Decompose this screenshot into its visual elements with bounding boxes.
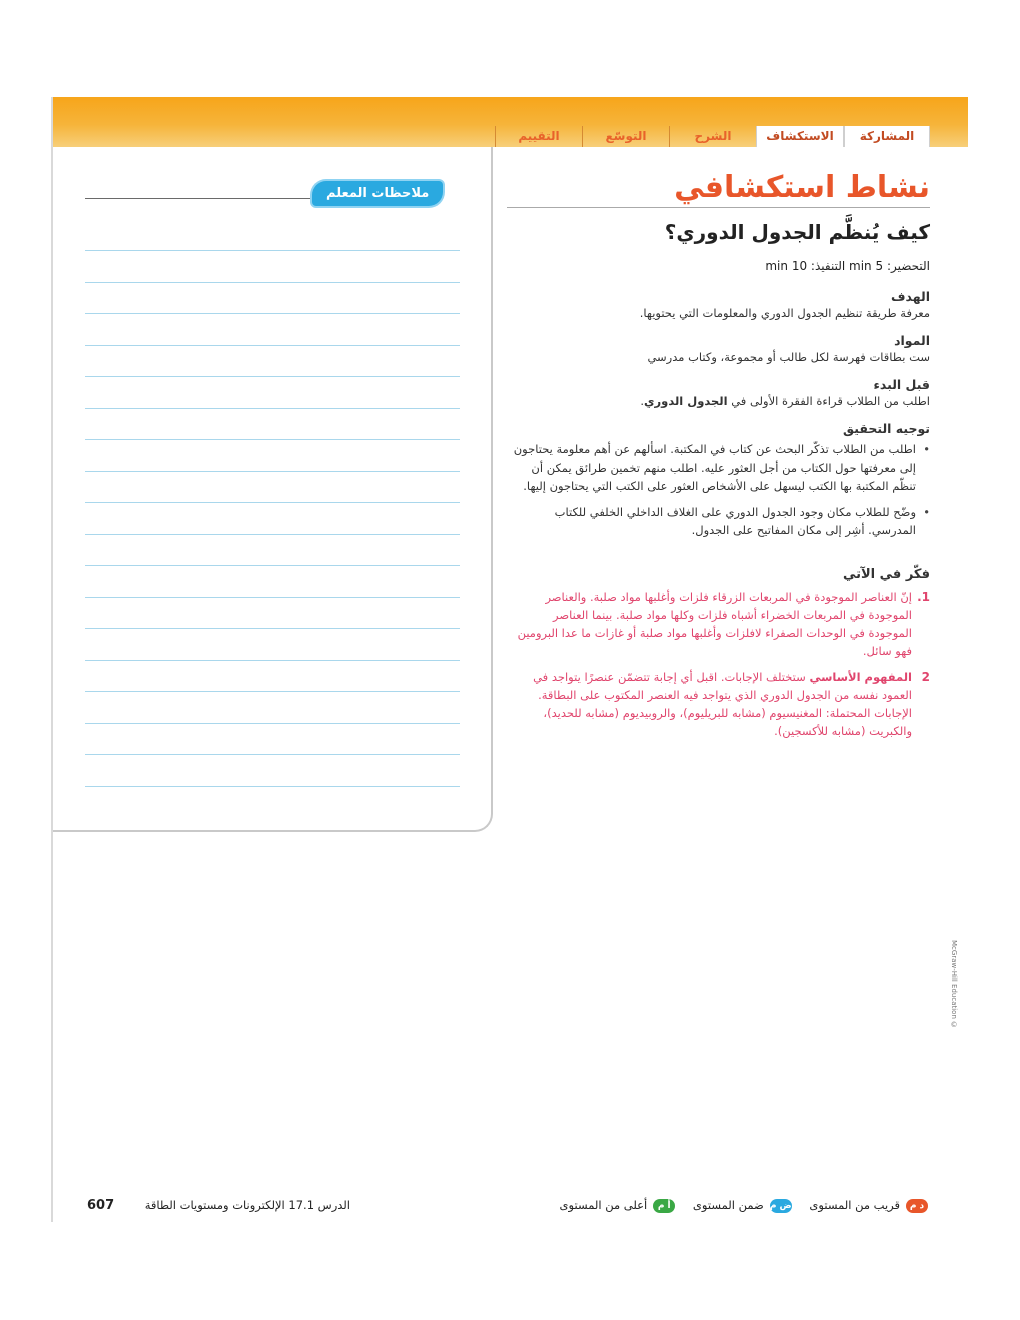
notes-ruled-line xyxy=(85,408,460,409)
notes-top-rule xyxy=(85,198,313,199)
activity-title: نشاط استكشافي xyxy=(674,170,930,205)
notes-ruled-line xyxy=(85,313,460,314)
notes-ruled-line xyxy=(85,282,460,283)
level-label: أعلى من المستوى xyxy=(559,1198,648,1213)
answer-1 xyxy=(510,588,930,660)
before-heading: قبل البدء xyxy=(873,377,930,392)
level-badge: أ م xyxy=(653,1199,675,1213)
answer-2-number: 2 xyxy=(921,670,930,684)
materials-heading: المواد xyxy=(894,333,930,348)
notes-ruled-line xyxy=(85,691,460,692)
inquiry-list xyxy=(510,440,930,540)
tab-engage[interactable]: المشاركة xyxy=(844,126,930,147)
activity-timing: التحضير: 5 min التنفيذ: 10 min xyxy=(765,259,930,273)
goal-heading: الهدف xyxy=(891,289,930,304)
answer-2-text: ستختلف الإجابات. اقبل أي إجابة تتضمّن عنصرًا يتواجد في العمود نفسه من الجدول الدوري الذي يتواجد فيه العنصر المكتوب على البطاقة. الإجابات المحتملة: المغنيسيوم (مشابه للبريليوم)، والروبيديوم (مشابه للحديد)، والكبريت (مشابه للأكسجين). xyxy=(533,670,912,738)
activity-question: كيف يُنظَّم الجدول الدوري؟ xyxy=(664,220,930,244)
level-legend xyxy=(528,1198,928,1218)
inquiry-bullet: • اطلب من الطلاب تذكّر البحث عن كتاب في المكتبة. اسألهم عن أهم معلومة يحتاجون إلى معرفتها حول الكتاب من أجل العثور عليه. اطلب منهم تخمين طرائق يمكن أن تنظّم المكتبة بها الكتب ليسهل على الأشخاص العثور على الكتب التي يحتاجون إليها. xyxy=(510,440,916,496)
before-text-bold: الجدول الدوري xyxy=(644,394,728,408)
before-text-start: اطلب من الطلاب قراءة الفقرة الأولى في xyxy=(727,394,930,408)
level-on xyxy=(693,1198,792,1213)
notes-ruled-line xyxy=(85,534,460,535)
title-rule xyxy=(507,207,930,208)
answer-2 xyxy=(510,668,930,740)
before-section xyxy=(510,377,930,411)
teacher-notes-label: ملاحظات المعلم xyxy=(312,181,443,206)
answer-1-text: إنّ العناصر الموجودة في المربعات الزرقاء فلزات وأغلبها مواد صلبة. والعناصر الموجودة في المربعات الخضراء أشباه فلزات وكلها مواد صلبة. بينما العناصر الموجودة في الوحدات الصفراء لافلزات وأغلبها مواد صلبة أو غازات ما عدا البرومين فهو سائل. xyxy=(517,590,912,658)
materials-section xyxy=(510,333,930,367)
notes-ruled-line xyxy=(85,471,460,472)
page-number: 607 xyxy=(87,1198,115,1213)
copyright-credit: McGraw-Hill Education © xyxy=(950,940,958,1030)
level-badge: ض م xyxy=(769,1200,792,1211)
materials-text: ست بطاقات فهرسة لكل طالب أو مجموعة، وكتاب مدرسي xyxy=(647,350,930,364)
answer-1-number: 1. xyxy=(917,590,930,604)
notes-ruled-line xyxy=(85,754,460,755)
notes-ruled-line xyxy=(85,250,460,251)
notes-ruled-line xyxy=(85,660,460,661)
lesson-tabs xyxy=(440,125,930,147)
think-section xyxy=(510,567,930,748)
tab-explain[interactable]: الشرح xyxy=(669,126,756,147)
notes-ruled-line xyxy=(85,597,460,598)
level-label: ضمن المستوى xyxy=(692,1198,764,1213)
notes-ruled-line xyxy=(85,628,460,629)
notes-ruled-line xyxy=(85,723,460,724)
level-beyond xyxy=(560,1198,676,1213)
notes-ruled-line xyxy=(85,565,460,566)
goal-text: معرفة طريقة تنظيم الجدول الدوري والمعلومات التي يحتويها. xyxy=(639,306,930,320)
before-text-end: . xyxy=(640,394,645,408)
notes-ruled-line xyxy=(85,439,460,440)
inquiry-bullet: • وضّح للطلاب مكان وجود الجدول الدوري على الغلاف الداخلي الخلفي للكتاب المدرسي. أشِر إلى مكان المفاتيح على الجدول. xyxy=(510,503,916,540)
inquiry-heading: توجيه التحقيق xyxy=(842,421,930,436)
lesson-footer: الدرس 17.1 الإلكترونات ومستويات الطاقة xyxy=(144,1198,350,1212)
level-approaching xyxy=(809,1198,928,1213)
notes-ruled-line xyxy=(85,345,460,346)
notes-ruled-line xyxy=(85,376,460,377)
tab-explore[interactable]: الاستكشاف xyxy=(756,126,844,147)
notes-ruled-line xyxy=(85,786,460,787)
level-label: قريب من المستوى xyxy=(809,1198,900,1213)
notes-ruled-line xyxy=(85,502,460,503)
before-text xyxy=(510,392,930,411)
tab-elaborate[interactable]: التوسّع xyxy=(582,126,669,147)
goal-section xyxy=(510,289,930,323)
think-heading: فكّر في الآتي xyxy=(842,567,930,582)
tab-evaluate[interactable]: التقييم xyxy=(495,126,582,147)
inquiry-section xyxy=(510,421,930,547)
answer-2-key: المفهوم الأساسي xyxy=(809,670,912,684)
level-badge: د م xyxy=(906,1199,928,1213)
